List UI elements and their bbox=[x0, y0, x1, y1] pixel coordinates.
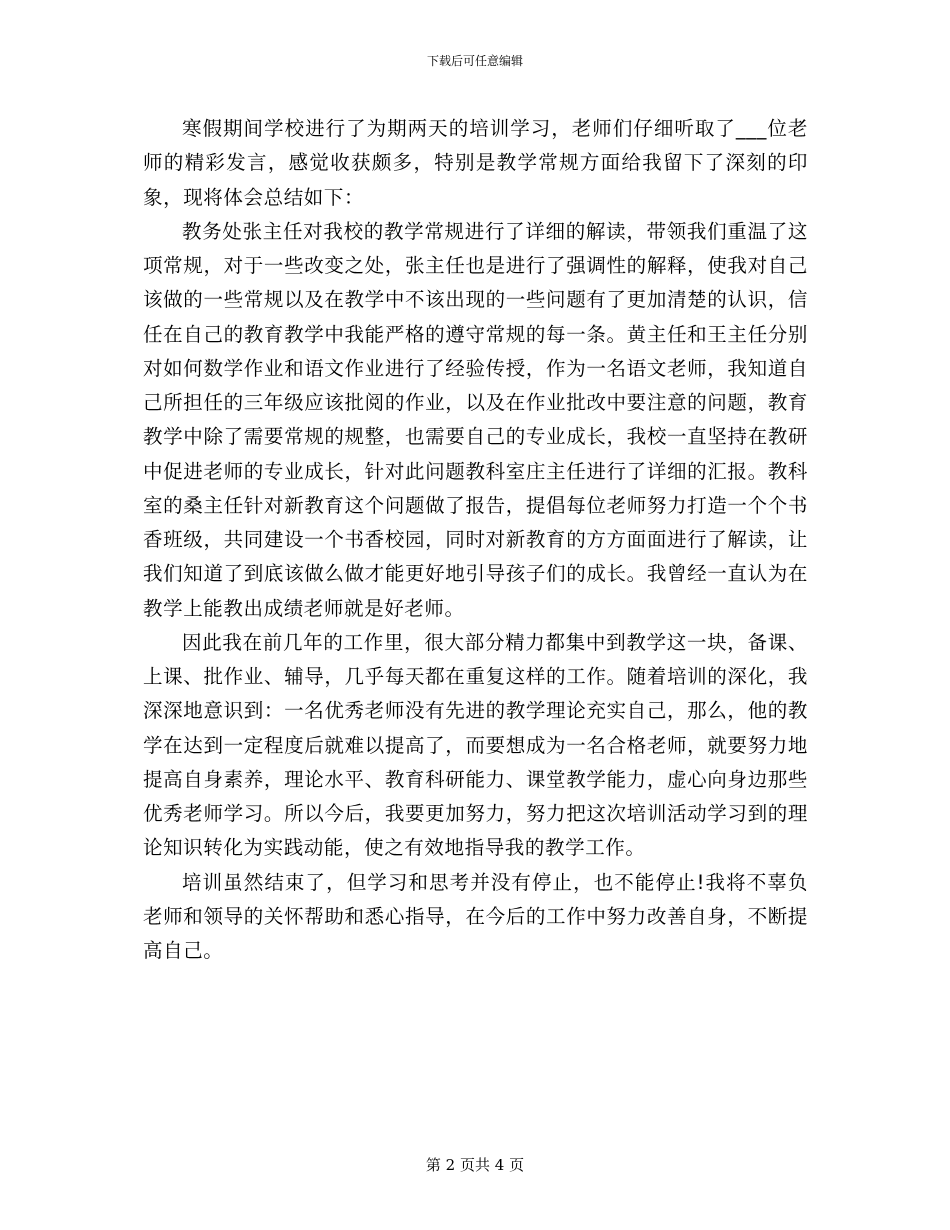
paragraph-intro: 寒假期间学校进行了为期两天的培训学习，老师们仔细听取了___位老师的精彩发言，感觉收获颇多，特别是教学常规方面给我留下了深刻的印象，现将体会总结如下： bbox=[143, 117, 808, 209]
paragraph-teaching-routine: 教务处张主任对我校的教学常规进行了详细的解读，带领我们重温了这项常规，对于一些改变之处，张主任也是进行了强调性的解释，使我对自己该做的一些常规以及在教学中不该出现的一些问题有了更加清楚的认识，信任在自己的教育教学中我能严格的遵守常规的每一条。黄主任和王主任分别对如何数学作业和语文作业进行了经验传授，作为一名语文老师，我知道自己所担任的三年级应该批阅的作业，以及在作业批改中要注意的问题，教育教学中除了需要常规的规整，也需要自己的专业成长，我校一直坚持在教研中促进老师的专业成长，针对此问题教科室庄主任进行了详细的汇报。教科室的桑主任针对新教育这个问题做了报告，提倡每位老师努力打造一个个书香班级，共同建设一个书香校园，同时对新教育的方方面面进行了解读，让我们知道了到底该做么做才能更好地引导孩子们的成长。我曾经一直认为在教学上能教出成绩老师就是好老师。 bbox=[143, 219, 808, 620]
paragraph-conclusion: 培训虽然结束了，但学习和思考并没有停止，也不能停止!我将不辜负老师和领导的关怀帮助和悉心指导，在今后的工作中努力改善自身，不断提高自己。 bbox=[143, 870, 808, 962]
paragraph-reflection: 因此我在前几年的工作里，很大部分精力都集中到教学这一块，备课、上课、批作业、辅导，几乎每天都在重复这样的工作。随着培训的深化，我深深地意识到：一名优秀老师没有先进的教学理论充实自己，那么，他的教学在达到一定程度后就难以提高了，而要想成为一名合格老师，就要努力地提高自身素养，理论水平、教育科研能力、课堂教学能力，虚心向身边那些优秀老师学习。所以今后，我要更加努力，努力把这次培训活动学习到的理论知识转化为实践动能，使之有效地指导我的教学工作。 bbox=[143, 630, 808, 860]
document-body bbox=[143, 112, 808, 968]
page-number: 第 2 页共 4 页 bbox=[425, 1156, 525, 1174]
header-note: 下载后可任意编辑 bbox=[426, 54, 523, 68]
